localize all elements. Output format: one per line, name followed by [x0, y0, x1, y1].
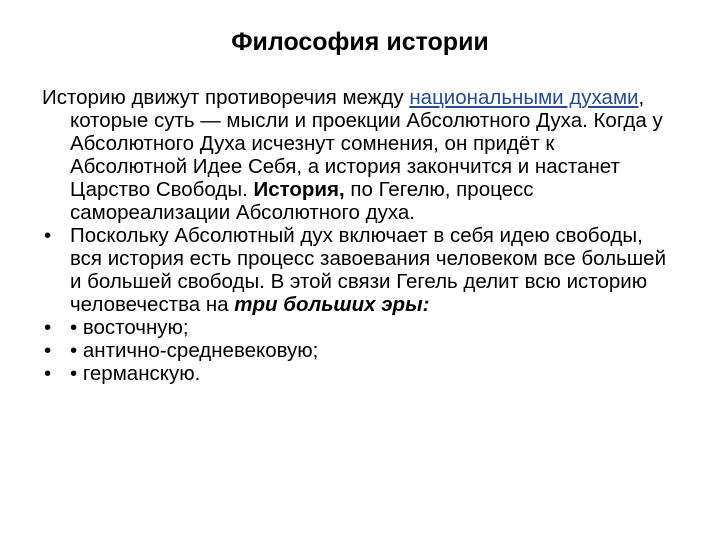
- intro-middle: , которые суть — мысли и проекции Абсолютного Духа. Когда у Абсолютного Духа исчезнут сомнения, он придёт к Абсолютной Идее Себя, а история закончится и настанет Царство Свободы.: [70, 86, 663, 201]
- bullet-antique-medieval: [42, 339, 672, 362]
- bullet-mark: •: [44, 339, 52, 362]
- national-spirits-link[interactable]: национальными духами: [409, 86, 639, 109]
- intro-paragraph: [42, 86, 672, 224]
- bullet-text: Поскольку Абсолютный дух включает в себя идею свободы, вся история есть процесс завоевания человеком все большей и большей свободы. В этой связи Гегель делит всю историю человечества на: [70, 224, 667, 316]
- slide-title: Философия истории: [231, 28, 489, 56]
- intro-prefix: Историю движут противоречия между: [42, 86, 410, 109]
- intro-bold-term: История,: [253, 178, 345, 201]
- bullet-mark: •: [44, 316, 52, 339]
- bullet-text: • германскую.: [70, 362, 201, 385]
- intro-suffix: по Гегелю, процесс самореализации Абсолютного духа.: [70, 178, 534, 224]
- bullet-eastern: [42, 316, 672, 339]
- bullet-mark: •: [44, 362, 52, 385]
- slide-body: [42, 86, 672, 385]
- bullet-emphasis: три больших эры:: [234, 293, 430, 316]
- bullet-freedom: [42, 224, 672, 316]
- bullet-germanic: [42, 362, 672, 385]
- bullet-text: • антично-средневековую;: [70, 339, 319, 362]
- bullet-text: • восточную;: [70, 316, 189, 339]
- bullet-mark: •: [44, 224, 52, 247]
